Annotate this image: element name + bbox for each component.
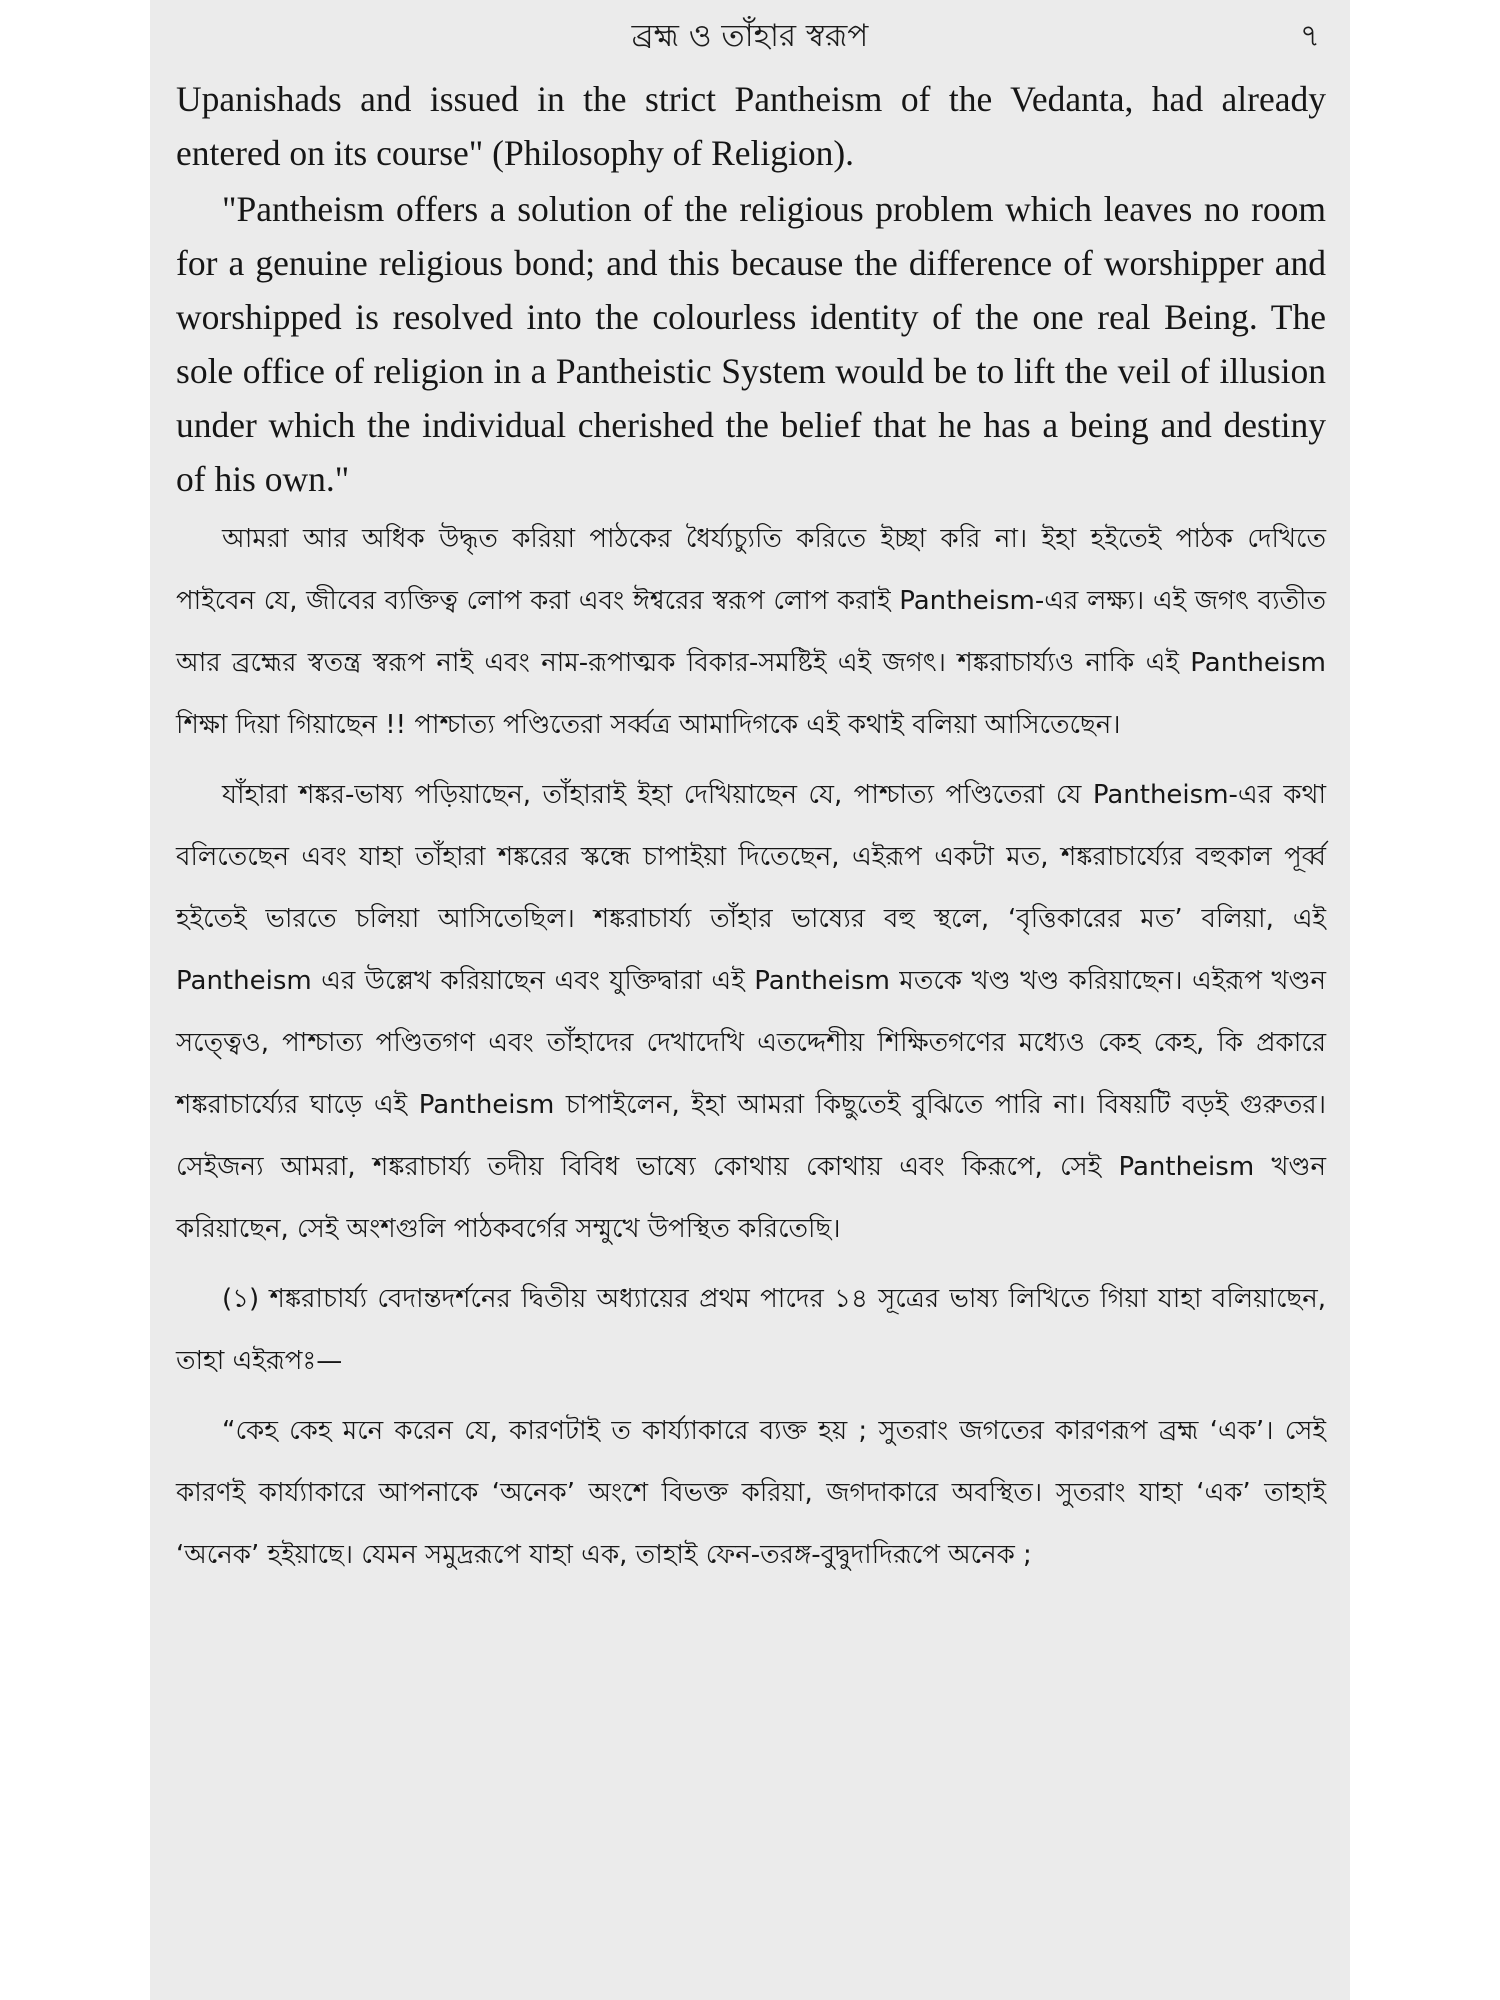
scan-margin-left [0,0,150,2000]
header-title: ব্রহ্ম ও তাঁহার স্বরূপ [631,18,869,54]
paragraph-bengali-4: “কেহ কেহ মনে করেন যে, কারণটাই ত কার্য্যাকারে ব্যক্ত হয় ; সুতরাং জগতের কারণরূপ ব্রহ্ম ‘এক’। সেই কারণই কার্য্যাকারে আপনাকে ‘অনেক’ অংশে বিভক্ত করিয়া, জগদাকারে অবস্থিত। সুতরাং যাহা ‘এক’ তাহাই ‘অনেক’ হইয়াছে। যেমন সমুদ্ররূপে যাহা এক, তাহাই ফেন-তরঙ্গ-বুদ্বুদাদিরূপে অনেক ; [176,1416,1326,1570]
book-page [150,0,1350,2000]
paragraph-bengali-1: আমরা আর অধিক উদ্ধৃত করিয়া পাঠকের ধৈর্য্যচ্যুতি করিতে ইচ্ছা করি না। ইহা হইতেই পাঠক দেখিতে পাইবেন যে, জীবের ব্যক্তিত্ব লোপ করা এবং ঈশ্বরের স্বরূপ লোপ করাই Pantheism-এর লক্ষ্য। এই জগৎ ব্যতীত আর ব্রহ্মের স্বতন্ত্র স্বরূপ নাই এবং নাম-রূপাত্মক বিকার-সমষ্টিই এই জগৎ। শঙ্করাচার্য্যও নাকি এই Pantheism শিক্ষা দিয়া গিয়াছেন !! পাশ্চাত্য পণ্ডিতেরা সর্ব্বত্র আমাদিগকে এই কথাই বলিয়া আসিতেছেন। [176,524,1326,740]
running-header [150,8,1350,58]
paragraph-bengali-3: (১) শঙ্করাচার্য্য বেদান্তদর্শনের দ্বিতীয় অধ্যায়ের প্রথম পাদের ১৪ সূত্রের ভাষ্য লিখিতে গিয়া যাহা বলিয়াছেন, তাহা এইরূপঃ— [176,1284,1326,1376]
paragraph-quote-continuation: Upanishads and issued in the strict Pantheism of the Vedanta, had already entered on its course" (Philosophy of Religion). [176,79,1326,173]
scan-margin-right [1350,0,1500,2000]
paragraph-bengali-2: যাঁহারা শঙ্কর-ভাষ্য পড়িয়াছেন, তাঁহারাই ইহা দেখিয়াছেন যে, পাশ্চাত্য পণ্ডিতেরা যে Pantheism-এর কথা বলিতেছেন এবং যাহা তাঁহারা শঙ্করের স্কন্ধে চাপাইয়া দিতেছেন, এইরূপ একটা মত, শঙ্করাচার্য্যের বহুকাল পূর্ব্ব হইতেই ভারতে চলিয়া আসিতেছিল। শঙ্করাচার্য্য তাঁহার ভাষ্যের বহু স্থলে, ‘বৃত্তিকারের মত’ বলিয়া, এই Pantheism এর উল্লেখ করিয়াছেন এবং যুক্তিদ্বারা এই Pantheism মতকে খণ্ড খণ্ড করিয়াছেন। এইরূপ খণ্ডন সত্ত্বেও, পাশ্চাত্য পণ্ডিতগণ এবং তাঁহাদের দেখাদেখি এতদ্দেশীয় শিক্ষিতগণের মধ্যেও কেহ কেহ, কি প্রকারে শঙ্করাচার্য্যের ঘাড়ে এই Pantheism চাপাইলেন, ইহা আমরা কিছুতেই বুঝিতে পারি না। বিষয়টি বড়ই গুরুতর। সেইজন্য আমরা, শঙ্করাচার্য্য তদীয় বিবিধ ভাষ্যে কোথায় কোথায় এবং কিরূপে, সেই Pantheism খণ্ডন করিয়াছেন, সেই অংশগুলি পাঠকবর্গের সম্মুখে উপস্থিত করিতেছি। [176,780,1326,1244]
page-body [176,72,1326,1594]
paragraph-pantheism-quote: "Pantheism offers a solution of the religious problem which leaves no room for a genuine religious bond; and this because the difference of worshipper and worshipped is resolved into the colourless identity of the one real Being. The sole office of religion in a Pantheistic System would be to lift the veil of illusion under which the individual cherished the belief that he has a being and destiny of his own." [176,189,1326,499]
page-number: ৭ [1299,18,1320,54]
